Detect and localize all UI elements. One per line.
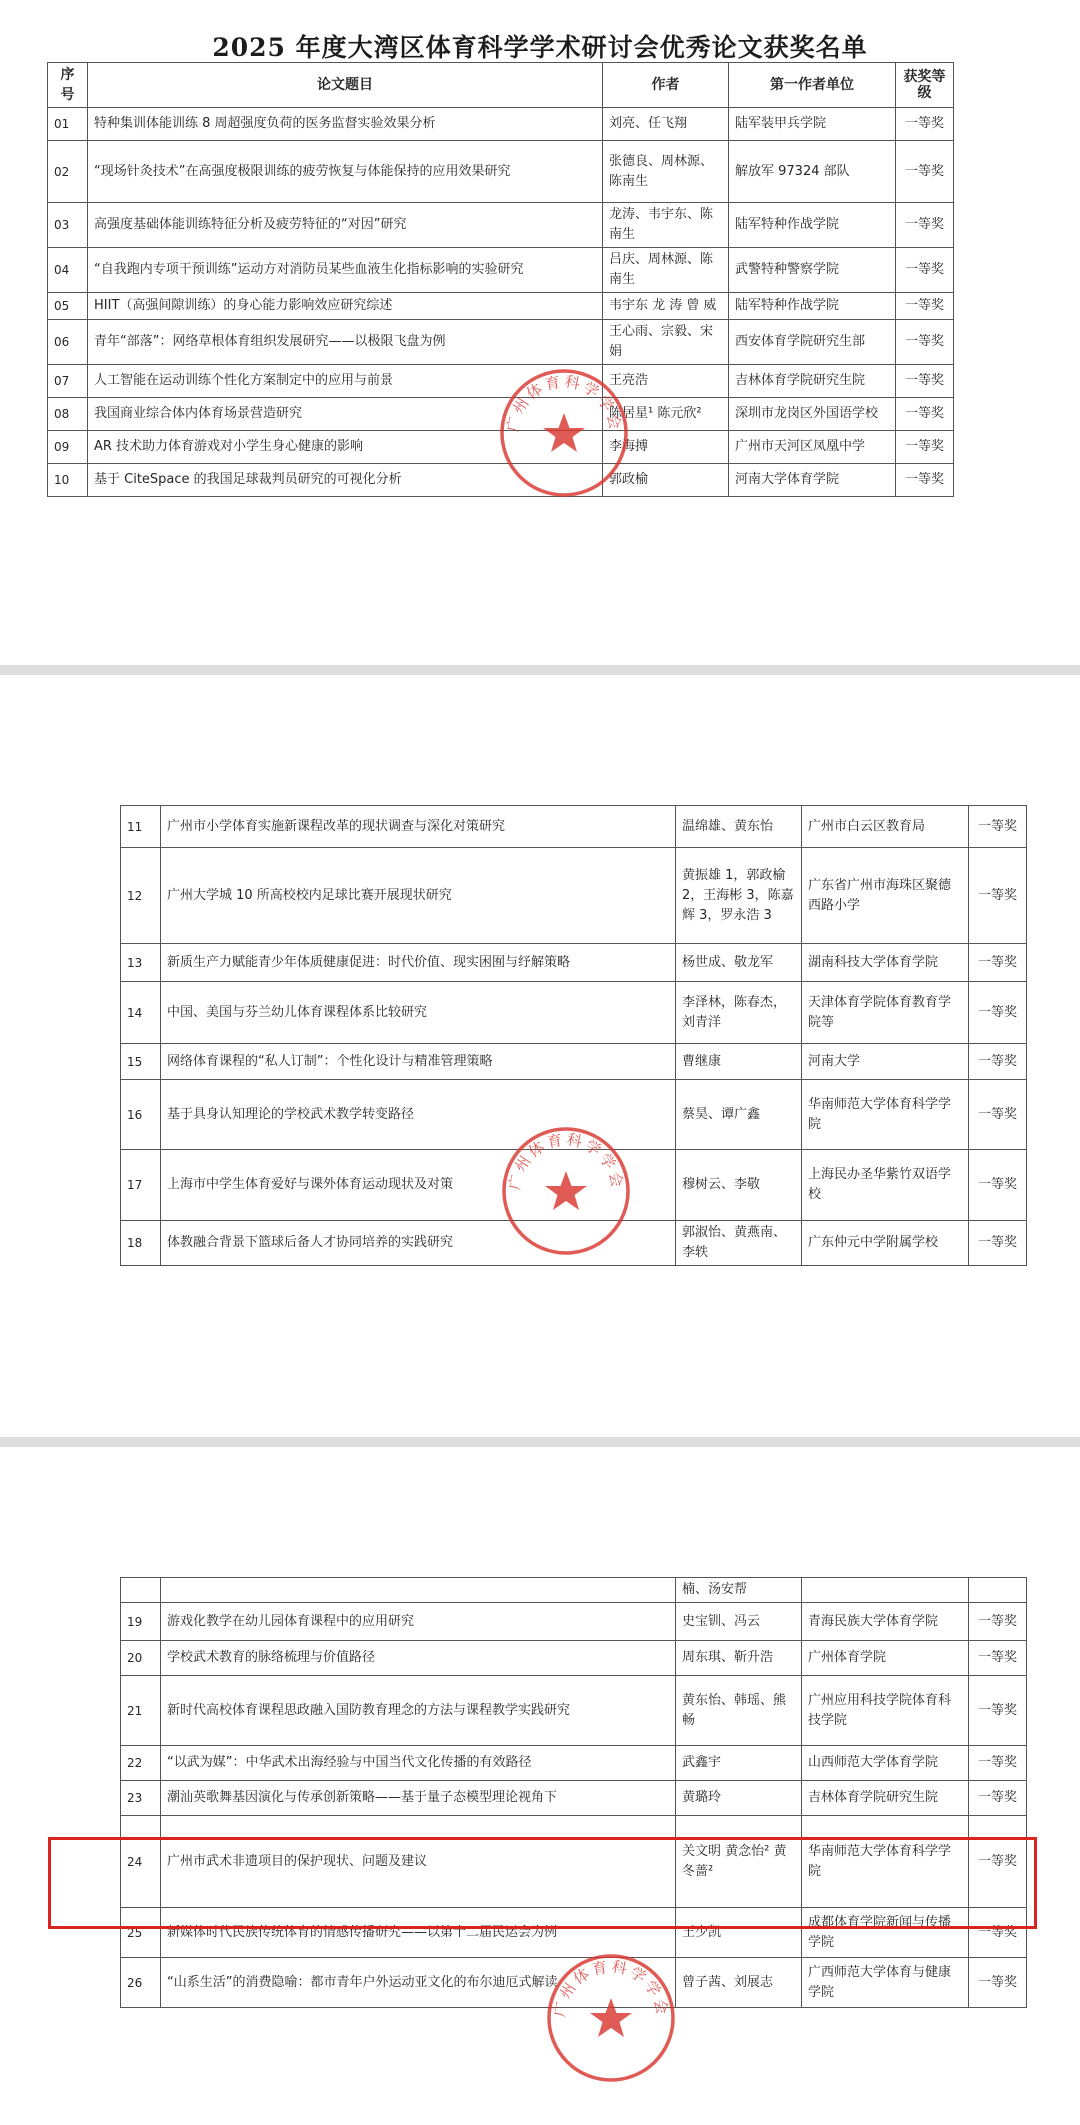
table-row	[121, 1958, 1027, 2008]
row-number-cell: 03	[48, 203, 88, 248]
affiliation-cell: 华南师范大学体育科学学院	[802, 1816, 969, 1908]
paper-title-cell: 中国、美国与芬兰幼儿体育课程体系比较研究	[161, 982, 676, 1044]
paper-title-cell: 广州大学城 10 所高校校内足球比赛开展现状研究	[161, 848, 676, 944]
table-row	[48, 431, 954, 464]
paper-title-cell: 基于具身认知理论的学校武术教学转变路径	[161, 1080, 676, 1150]
row-number-cell: 04	[48, 248, 88, 293]
affiliation-cell: 深圳市龙岗区外国语学校	[729, 398, 896, 431]
affiliation-cell: 吉林体育学院研究生院	[802, 1781, 969, 1816]
affiliation-cell: 成都体育学院新闻与传播学院	[802, 1908, 969, 1958]
row-number-cell: 06	[48, 320, 88, 365]
authors-cell: 李海搏	[603, 431, 729, 464]
affiliation-cell: 广州市天河区凤凰中学	[729, 431, 896, 464]
affiliation-cell: 青海民族大学体育学院	[802, 1603, 969, 1641]
authors-cell: 刘亮、任飞翔	[603, 108, 729, 141]
award-level-cell: 一等奖	[969, 1641, 1027, 1676]
row-number-cell: 26	[121, 1958, 161, 2008]
table-row	[121, 848, 1027, 944]
table-row	[121, 1221, 1027, 1266]
award-level-cell: 一等奖	[896, 141, 954, 203]
paper-title-cell: 体教融合背景下篮球后备人才协同培养的实践研究	[161, 1221, 676, 1266]
affiliation-cell: 河南大学	[802, 1044, 969, 1080]
header-title: 论文题目	[88, 63, 603, 108]
table-row	[121, 1080, 1027, 1150]
award-level-cell: 一等奖	[896, 203, 954, 248]
award-level-cell: 一等奖	[969, 1080, 1027, 1150]
paper-title-cell: 广州市武术非遗项目的保护现状、问题及建议	[161, 1816, 676, 1908]
table-row	[121, 982, 1027, 1044]
paper-title-cell: 广州市小学体育实施新课程改革的现状调查与深化对策研究	[161, 806, 676, 848]
table-row	[121, 944, 1027, 982]
row-number-cell: 25	[121, 1908, 161, 1958]
authors-cell: 楠、汤安帮	[676, 1578, 802, 1603]
affiliation-cell: 广西师范大学体育与健康学院	[802, 1958, 969, 2008]
paper-title-cell: “自我跑内专项干预训练”运动方对消防员某些血液生化指标影响的实验研究	[88, 248, 603, 293]
table-row	[121, 1641, 1027, 1676]
affiliation-cell: 广东仲元中学附属学校	[802, 1221, 969, 1266]
paper-title-cell: 上海市中学生体育爱好与课外体育运动现状及对策	[161, 1150, 676, 1221]
awards-table-3	[120, 1577, 1027, 2008]
authors-cell: 曹继康	[676, 1044, 802, 1080]
paper-title-cell: “现场针灸技术”在高强度极限训练的疲劳恢复与体能保持的应用效果研究	[88, 141, 603, 203]
table-row	[48, 320, 954, 365]
award-level-cell: 一等奖	[969, 806, 1027, 848]
table-row	[121, 1150, 1027, 1221]
award-level-cell: 一等奖	[969, 1603, 1027, 1641]
table-row	[121, 1781, 1027, 1816]
document-page-3	[0, 1447, 1080, 2125]
award-level-cell: 一等奖	[969, 982, 1027, 1044]
table-row	[48, 203, 954, 248]
award-level-cell: 一等奖	[896, 248, 954, 293]
row-number-cell: 21	[121, 1676, 161, 1746]
paper-title-cell: 潮汕英歌舞基因演化与传承创新策略——基于量子态模型理论视角下	[161, 1781, 676, 1816]
document-page-1	[0, 0, 1080, 665]
awards-table-1	[47, 62, 954, 497]
table-row-continuation	[121, 1578, 1027, 1603]
header-no: 序号	[48, 63, 88, 108]
authors-cell: 黄璐玲	[676, 1781, 802, 1816]
award-level-cell: 一等奖	[969, 1044, 1027, 1080]
affiliation-cell: 天津体育学院体育教育学院等	[802, 982, 969, 1044]
table-row	[121, 1676, 1027, 1746]
header-authors: 作者	[603, 63, 729, 108]
paper-title-cell: HIIT（高强间隙训练）的身心能力影响效应研究综述	[88, 293, 603, 320]
authors-cell: 温绵雄、黄东怡	[676, 806, 802, 848]
row-number-cell: 18	[121, 1221, 161, 1266]
paper-title-cell: “山系生活”的消费隐喻：都市青年户外运动亚文化的布尔迪厄式解读	[161, 1958, 676, 2008]
row-number-cell: 05	[48, 293, 88, 320]
authors-cell: 王心雨、宗毅、宋娟	[603, 320, 729, 365]
row-number-cell: 24	[121, 1816, 161, 1908]
affiliation-cell: 解放军 97324 部队	[729, 141, 896, 203]
row-number-cell: 08	[48, 398, 88, 431]
row-number-cell: 20	[121, 1641, 161, 1676]
paper-title-cell: 青年“部落”：网络草根体育组织发展研究——以极限飞盘为例	[88, 320, 603, 365]
affiliation-cell: 广州市白云区教育局	[802, 806, 969, 848]
affiliation-cell: 广州应用科技学院体育科技学院	[802, 1676, 969, 1746]
paper-title-cell: 特种集训体能训练 8 周超强度负荷的医务监督实验效果分析	[88, 108, 603, 141]
paper-title-cell: 高强度基础体能训练特征分析及疲劳特征的“对因”研究	[88, 203, 603, 248]
paper-title-cell: 基于 CiteSpace 的我国足球裁判员研究的可视化分析	[88, 464, 603, 497]
authors-cell: 王亮浩	[603, 365, 729, 398]
row-number-cell: 10	[48, 464, 88, 497]
table-row	[48, 293, 954, 320]
affiliation-cell: 华南师范大学体育科学学院	[802, 1080, 969, 1150]
header-unit: 第一作者单位	[729, 63, 896, 108]
authors-cell: 王少凯	[676, 1908, 802, 1958]
table-row	[48, 248, 954, 293]
affiliation-cell: 陆军装甲兵学院	[729, 108, 896, 141]
authors-cell: 史宝钏、冯云	[676, 1603, 802, 1641]
affiliation-cell: 山西师范大学体育学院	[802, 1746, 969, 1781]
table-row	[48, 141, 954, 203]
paper-title-cell: “以武为媒”：中华武术出海经验与中国当代文化传播的有效路径	[161, 1746, 676, 1781]
row-number-cell: 17	[121, 1150, 161, 1221]
award-level-cell: 一等奖	[896, 431, 954, 464]
award-level-cell: 一等奖	[969, 1746, 1027, 1781]
affiliation-cell: 陆军特种作战学院	[729, 203, 896, 248]
authors-cell: 郭淑怡、黄燕南、李轶	[676, 1221, 802, 1266]
affiliation-cell: 陆军特种作战学院	[729, 293, 896, 320]
authors-cell: 郭政榆	[603, 464, 729, 497]
authors-cell: 韦宇东 龙 涛 曾 威	[603, 293, 729, 320]
row-number-cell: 07	[48, 365, 88, 398]
row-number-cell: 01	[48, 108, 88, 141]
affiliation-cell: 广东省广州市海珠区聚德西路小学	[802, 848, 969, 944]
table-row	[48, 398, 954, 431]
award-level-cell: 一等奖	[969, 1221, 1027, 1266]
row-number-cell: 19	[121, 1603, 161, 1641]
table-row	[121, 1603, 1027, 1641]
paper-title-cell: 新时代高校体育课程思政融入国防教育理念的方法与课程教学实践研究	[161, 1676, 676, 1746]
award-level-cell: 一等奖	[896, 108, 954, 141]
row-number-cell: 02	[48, 141, 88, 203]
table-row	[121, 1044, 1027, 1080]
affiliation-cell: 上海民办圣华紫竹双语学校	[802, 1150, 969, 1221]
affiliation-cell: 广州体育学院	[802, 1641, 969, 1676]
authors-cell: 蔡昊、谭广鑫	[676, 1080, 802, 1150]
paper-title-cell: 人工智能在运动训练个性化方案制定中的应用与前景	[88, 365, 603, 398]
table-row	[121, 806, 1027, 848]
award-level-cell: 一等奖	[969, 1816, 1027, 1908]
award-level-cell: 一等奖	[896, 320, 954, 365]
row-number-cell: 13	[121, 944, 161, 982]
award-level-cell: 一等奖	[896, 398, 954, 431]
paper-title-cell: 游戏化教学在幼儿园体育课程中的应用研究	[161, 1603, 676, 1641]
table-row	[48, 108, 954, 141]
authors-cell: 吕庆、周林源、陈南生	[603, 248, 729, 293]
award-level-cell: 一等奖	[896, 365, 954, 398]
paper-title-cell: 新质生产力赋能青少年体质健康促进：时代价值、现实困囿与纾解策略	[161, 944, 676, 982]
paper-title-cell: 我国商业综合体内体育场景营造研究	[88, 398, 603, 431]
authors-cell: 龙涛、韦宇东、陈南生	[603, 203, 729, 248]
svg-text:广州体育科学学会: 广州体育科学学会	[550, 1957, 672, 2019]
table-row	[121, 1908, 1027, 1958]
table-row	[121, 1816, 1027, 1908]
affiliation-cell: 武警特种警察学院	[729, 248, 896, 293]
authors-cell: 黄振雄 1，郭政榆 2，王海彬 3，陈嘉辉 3，罗永浩 3	[676, 848, 802, 944]
authors-cell: 周东琪、靳升浩	[676, 1641, 802, 1676]
paper-title-cell: 网络体育课程的“私人订制”：个性化设计与精准管理策略	[161, 1044, 676, 1080]
row-number-cell: 09	[48, 431, 88, 464]
award-level-cell: 一等奖	[969, 848, 1027, 944]
row-number-cell: 22	[121, 1746, 161, 1781]
affiliation-cell: 吉林体育学院研究生院	[729, 365, 896, 398]
affiliation-cell: 湖南科技大学体育学院	[802, 944, 969, 982]
authors-cell: 曾子茜、刘展志	[676, 1958, 802, 2008]
row-number-cell: 12	[121, 848, 161, 944]
page-separator	[0, 1437, 1080, 1447]
award-level-cell: 一等奖	[969, 1781, 1027, 1816]
award-level-cell: 一等奖	[969, 1908, 1027, 1958]
svg-text:广州体育科学学会: 广州体育科学学会	[503, 372, 625, 434]
row-number-cell: 15	[121, 1044, 161, 1080]
row-number-cell: 14	[121, 982, 161, 1044]
paper-title-cell: 新媒体时代民族传统体育的情感传播研究——以第十二届民运会为例	[161, 1908, 676, 1958]
table-header-row	[48, 63, 954, 108]
document-page-2	[0, 675, 1080, 1437]
authors-cell: 陈居星¹ 陈元欣²	[603, 398, 729, 431]
authors-cell: 杨世成、敬龙军	[676, 944, 802, 982]
award-level-cell: 一等奖	[969, 1676, 1027, 1746]
authors-cell: 穆树云、李敬	[676, 1150, 802, 1221]
authors-cell: 关文明 黄念怡² 黄冬蔷²	[676, 1816, 802, 1908]
table-row	[121, 1746, 1027, 1781]
table-row	[48, 365, 954, 398]
row-number-cell: 11	[121, 806, 161, 848]
awards-table-2	[120, 805, 1027, 1266]
document-title: 2025 年度大湾区体育科学学术研讨会优秀论文获奖名单	[212, 33, 868, 62]
paper-title-cell: AR 技术助力体育游戏对小学生身心健康的影响	[88, 431, 603, 464]
affiliation-cell: 河南大学体育学院	[729, 464, 896, 497]
authors-cell: 张德良、周林源、陈南生	[603, 141, 729, 203]
award-level-cell: 一等奖	[896, 293, 954, 320]
row-number-cell: 23	[121, 1781, 161, 1816]
authors-cell: 黄东怡、韩瑶、熊畅	[676, 1676, 802, 1746]
paper-title-cell: 学校武术教育的脉络梳理与价值路径	[161, 1641, 676, 1676]
award-level-cell: 一等奖	[969, 944, 1027, 982]
authors-cell: 武鑫宇	[676, 1746, 802, 1781]
award-level-cell: 一等奖	[969, 1958, 1027, 2008]
row-number-cell: 16	[121, 1080, 161, 1150]
page-separator	[0, 665, 1080, 675]
header-level: 获奖等级	[896, 63, 954, 108]
affiliation-cell: 西安体育学院研究生部	[729, 320, 896, 365]
award-level-cell: 一等奖	[896, 464, 954, 497]
table-row	[48, 464, 954, 497]
authors-cell: 李泽林，陈春杰，刘青洋	[676, 982, 802, 1044]
award-level-cell: 一等奖	[969, 1150, 1027, 1221]
svg-text:广州体育科学学会: 广州体育科学学会	[505, 1130, 627, 1192]
